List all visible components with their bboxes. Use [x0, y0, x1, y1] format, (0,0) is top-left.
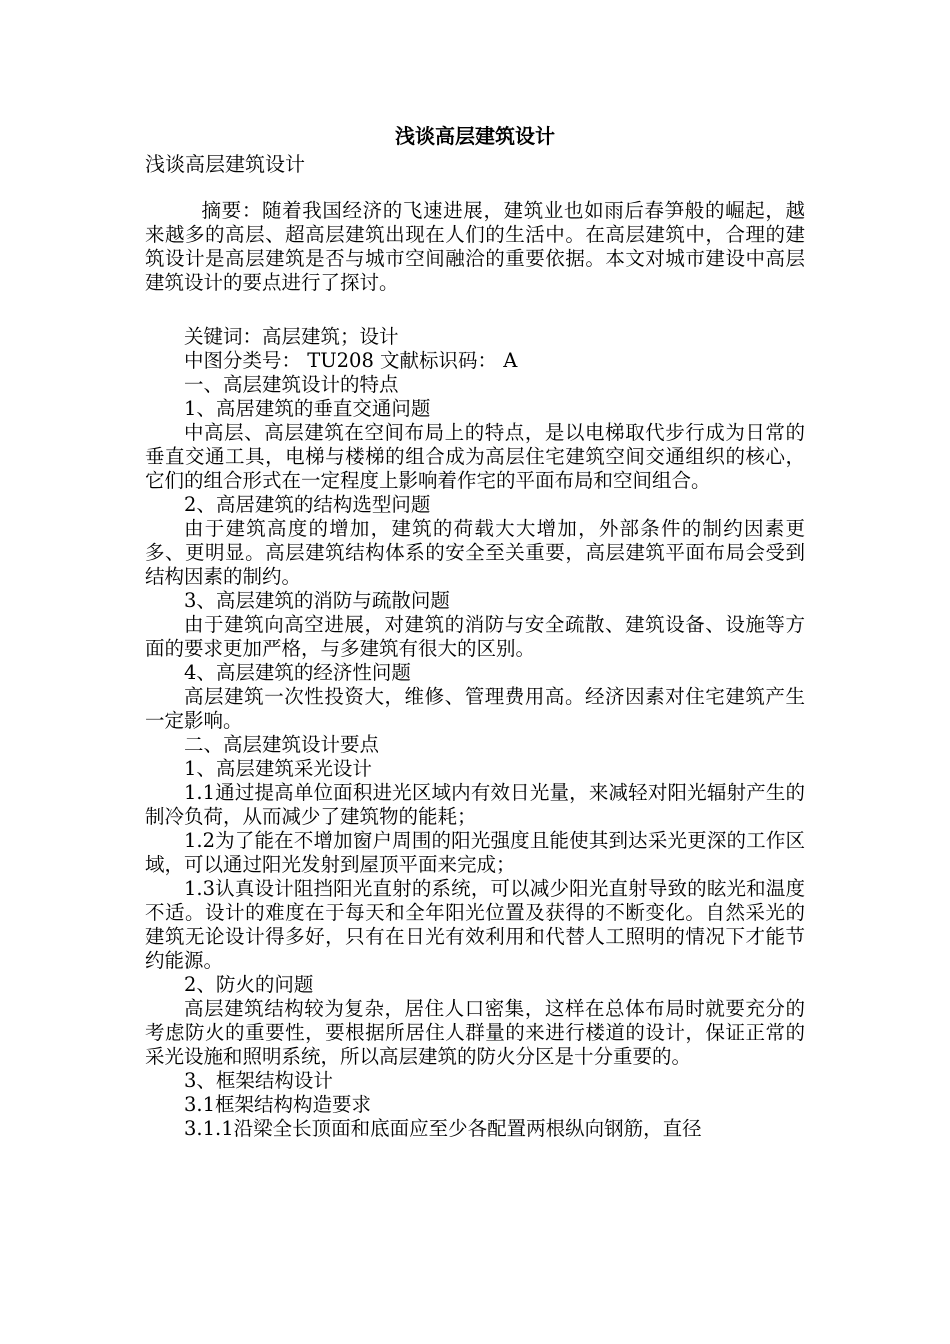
section-heading: 1、高居建筑的垂直交通问题 [184, 397, 431, 420]
section-heading: 3、高层建筑的消防与疏散问题 [184, 589, 450, 612]
body-paragraph: 由于建筑向高空进展，对建筑的消防与安全疏散、建筑设备、设施等方面的要求更加严格，与多建筑有很大的区别。 [145, 613, 805, 660]
body-paragraph: 由于建筑高度的增加，建筑的荷载大大增加，外部条件的制约因素更多、更明显。高层建筑结构体系的安全至关重要，高层建筑平面布局会受到结构因素的制约。 [145, 517, 805, 588]
keywords-line: 关键词：高层建筑；设计 [184, 325, 399, 348]
body-paragraph: 高层建筑一次性投资大，维修、管理费用高。经济因素对住宅建筑产生一定影响。 [145, 685, 805, 732]
body-paragraph: 3.1.1沿梁全长顶面和底面应至少各配置两根纵向钢筋，直径 [184, 1117, 702, 1140]
abstract-section [145, 199, 805, 295]
body-paragraph: 高层建筑结构较为复杂，居住人口密集，这样在总体布局时就要充分的考虑防火的重要性，要根据所居住人群量的来进行楼道的设计，保证正常的采光设施和照明系统，所以高层建筑的防火分区是十分重要的。 [145, 997, 805, 1068]
body-paragraph: 1.2为了能在不增加窗户周围的阳光强度且能使其到达采光更深的工作区域，可以通过阳光发射到屋顶平面来完成； [145, 829, 805, 876]
section-heading: 2、防火的问题 [184, 973, 314, 996]
classification-line: 中图分类号： TU208 文献标识码： A [184, 349, 518, 372]
section-heading: 4、高层建筑的经济性问题 [184, 661, 411, 684]
document-subtitle: 浅谈高层建筑设计 [145, 152, 305, 176]
document-title: 浅谈高层建筑设计 [395, 124, 555, 148]
section-heading: 3、框架结构设计 [184, 1069, 333, 1092]
section-heading: 1、高层建筑采光设计 [184, 757, 372, 780]
document-body [145, 325, 805, 1141]
body-paragraph: 1.1通过提高单位面积进光区域内有效日光量，来减轻对阳光辐射产生的制冷负荷，从而减少了建筑物的能耗； [145, 781, 805, 828]
section-heading: 一、高层建筑设计的特点 [184, 373, 399, 396]
section-heading: 3.1框架结构构造要求 [184, 1093, 372, 1116]
section-heading: 2、高居建筑的结构选型问题 [184, 493, 431, 516]
body-paragraph: 中高层、高层建筑在空间布局上的特点，是以电梯取代步行成为日常的垂直交通工具，电梯与楼梯的组合成为高层住宅建筑空间交通组织的核心，它们的组合形式在一定程度上影响着作宅的平面布局和空间组合。 [145, 421, 805, 492]
abstract-paragraph: 摘要：随着我国经济的飞速进展，建筑业也如雨后春笋般的崛起，越来越多的高层、超高层建筑出现在人们的生活中。在高层建筑中，合理的建筑设计是高层建筑是否与城市空间融洽的重要依据。本文对城市建设中高层建筑设计的要点进行了探讨。 [145, 199, 805, 294]
content-blocks [145, 373, 805, 1141]
section-heading: 二、高层建筑设计要点 [184, 733, 380, 756]
body-paragraph: 1.3认真设计阻挡阳光直射的系统，可以减少阳光直射导致的眩光和温度不适。设计的难度在于每天和全年阳光位置及获得的不断变化。自然采光的建筑无论设计得多好，只有在日光有效利用和代替人工照明的情况下才能节约能源。 [145, 877, 805, 972]
